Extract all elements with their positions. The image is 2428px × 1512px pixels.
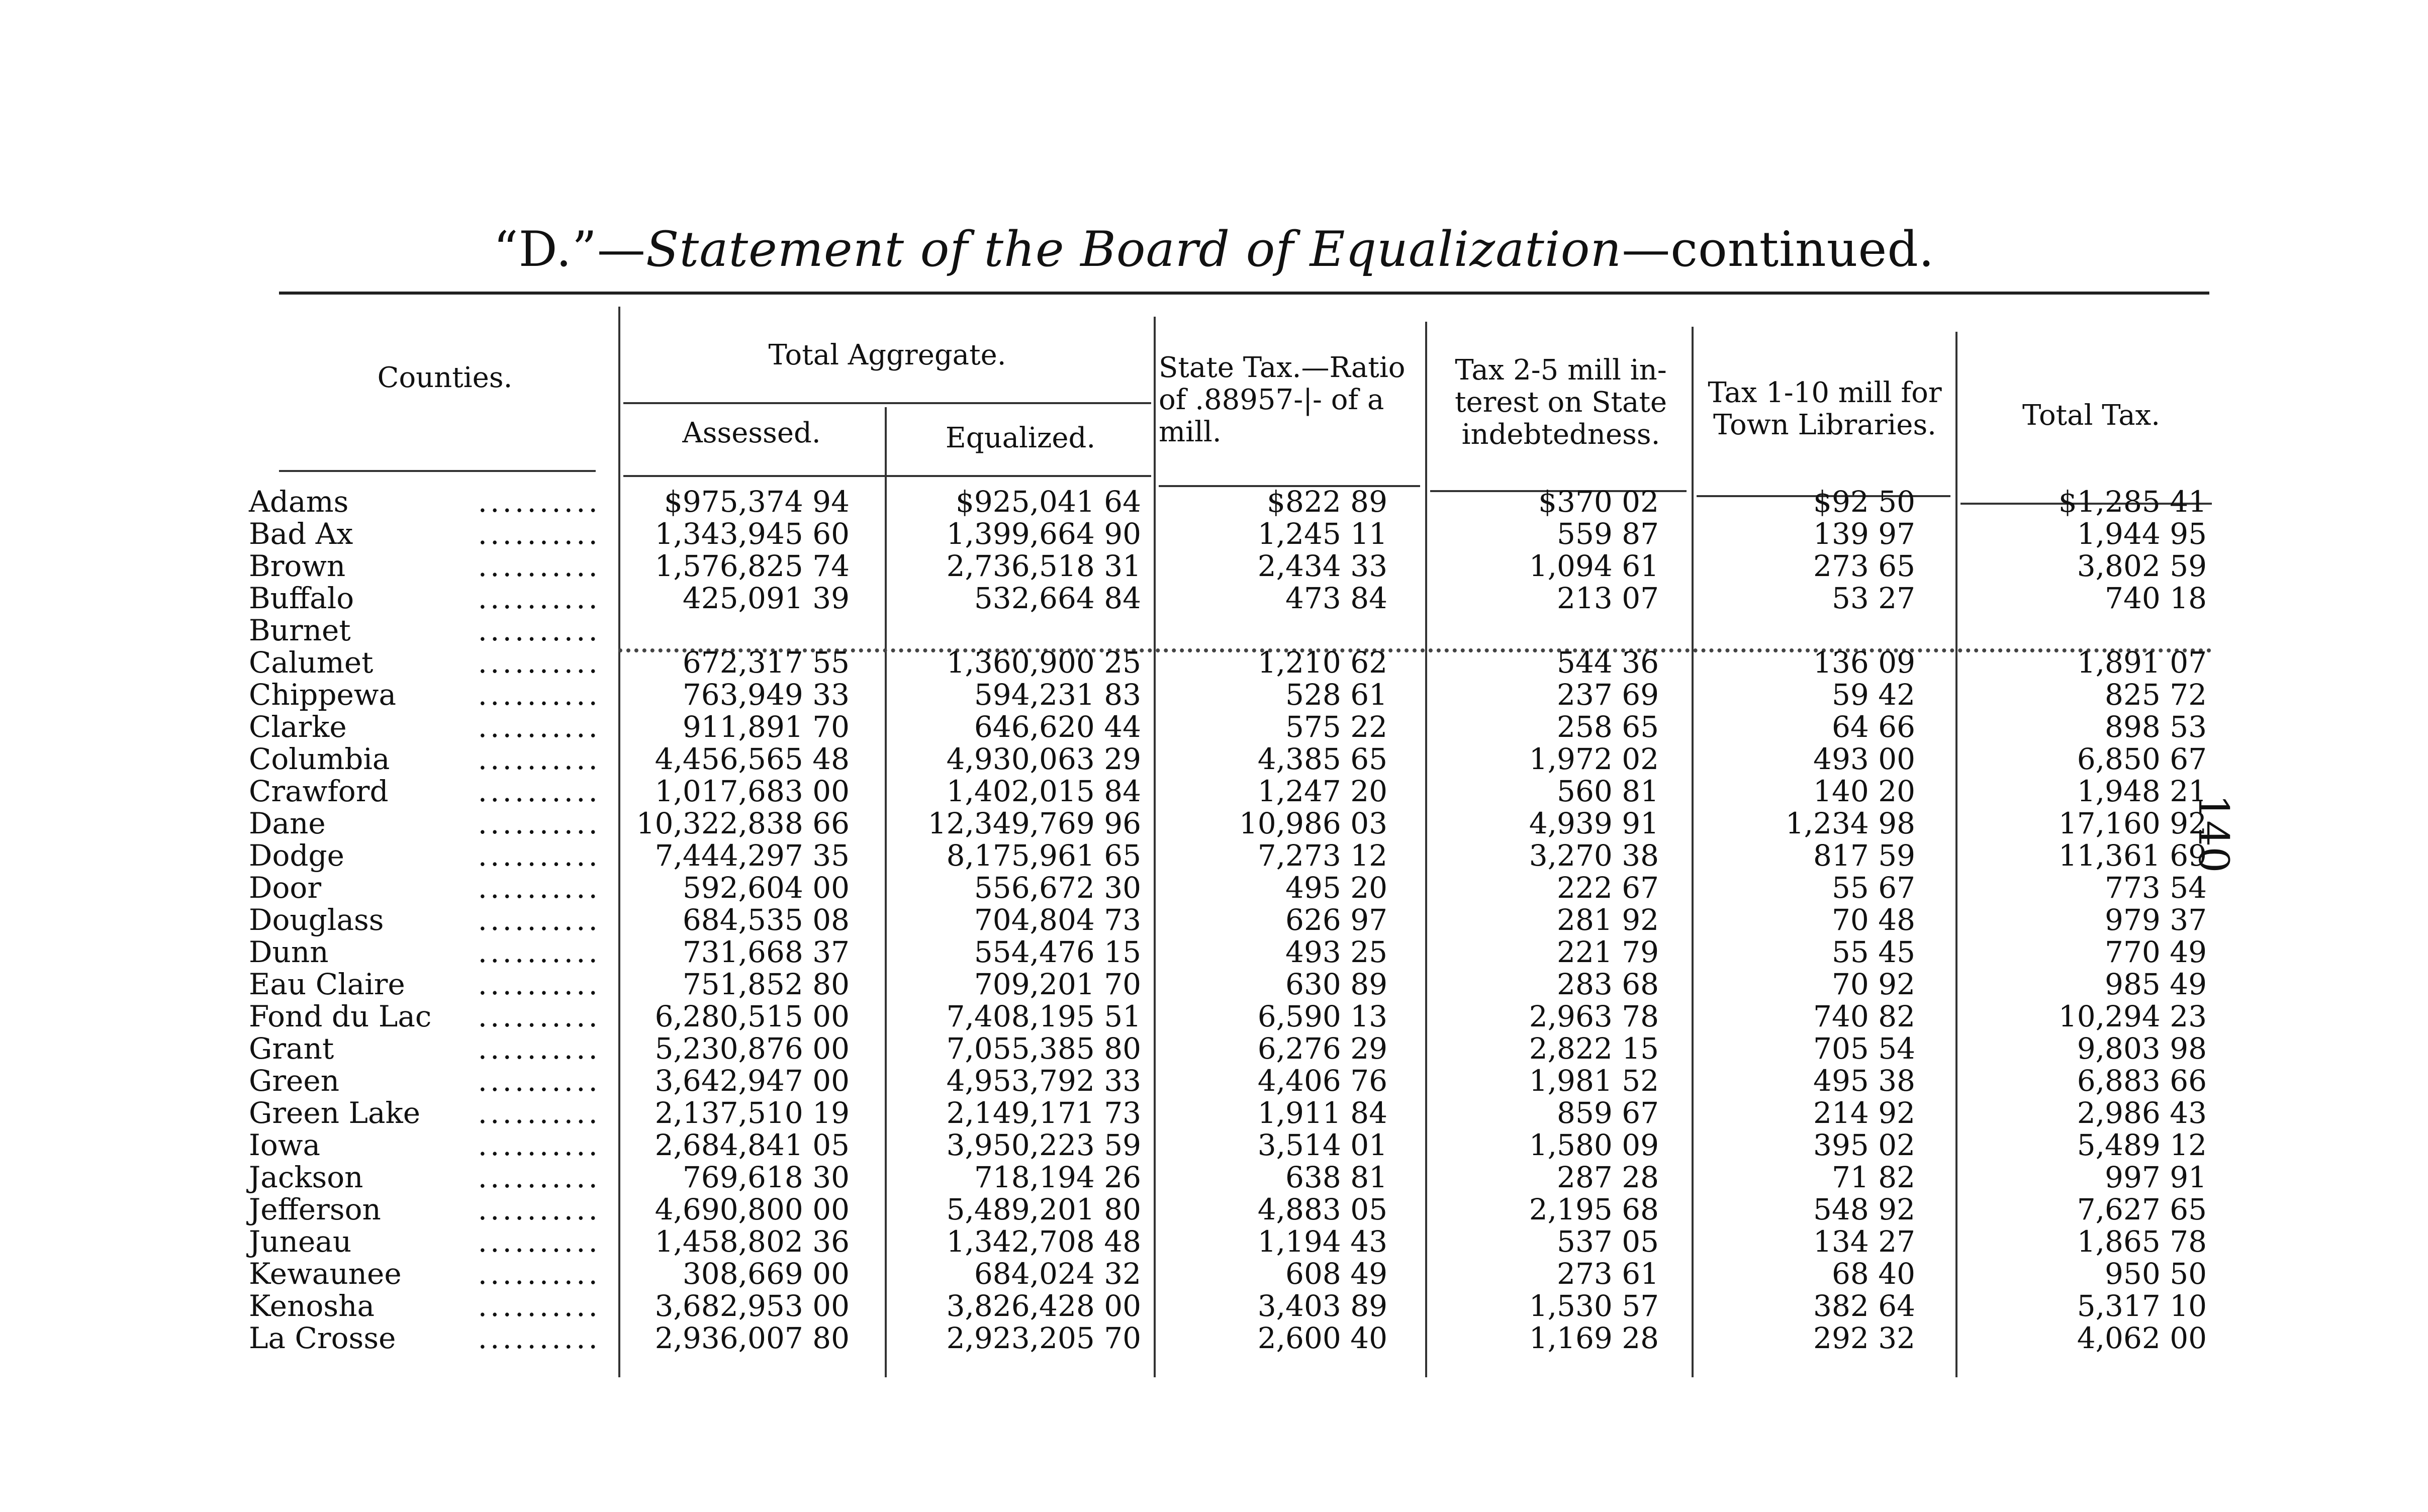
libraries-cell: 495 38 — [1813, 1064, 1915, 1098]
interest-cell: 1,169 28 — [1529, 1321, 1659, 1355]
interest-cell: 559 87 — [1557, 517, 1659, 551]
county-name: La Crosse — [249, 1321, 396, 1355]
header-total-tax: Total Tax. — [2022, 399, 2161, 432]
state-tax-cell: $822 89 — [1267, 485, 1387, 519]
table-row — [0, 839, 2428, 872]
header-state-tax-line: State Tax.—Ratio — [1159, 351, 1406, 384]
state-tax-cell: 608 49 — [1285, 1257, 1387, 1291]
page-number: 140 — [2189, 794, 2237, 873]
state-tax-cell: 7,273 12 — [1257, 838, 1387, 873]
state-tax-cell: 1,210 62 — [1257, 645, 1387, 680]
county-name: Green Lake — [249, 1096, 421, 1130]
equalized-cell: 709,201 70 — [974, 967, 1141, 1001]
header-libraries-line: Town Libraries. — [1713, 409, 1936, 441]
header-rule-aggregate-bottom — [623, 475, 1151, 477]
county-name: Juneau — [249, 1224, 352, 1259]
total-tax-cell: 9,803 98 — [2077, 1031, 2207, 1066]
leader-dots: .......... — [478, 806, 601, 840]
table-row — [0, 614, 2428, 647]
state-tax-cell: 6,590 13 — [1257, 999, 1387, 1033]
state-tax-cell: 4,883 05 — [1257, 1192, 1387, 1226]
libraries-cell: $92 50 — [1813, 485, 1915, 519]
interest-cell: 258 65 — [1557, 710, 1659, 744]
assessed-cell: 763,949 33 — [682, 678, 850, 712]
table-row — [0, 517, 2428, 550]
interest-cell: 4,939 91 — [1529, 806, 1659, 840]
equalized-cell: 2,149,171 73 — [946, 1096, 1141, 1130]
libraries-cell: 53 27 — [1831, 581, 1915, 615]
equalized-cell: 704,804 73 — [974, 903, 1141, 937]
header-assessed: Assessed. — [682, 417, 821, 449]
state-tax-cell: 1,247 20 — [1257, 774, 1387, 808]
equalized-cell: 594,231 83 — [974, 678, 1141, 712]
table-row — [0, 1289, 2428, 1322]
libraries-cell: 292 32 — [1813, 1321, 1915, 1355]
county-name: Calumet — [249, 645, 373, 680]
interest-cell: 2,195 68 — [1529, 1192, 1659, 1226]
leader-dots: .......... — [478, 1031, 601, 1066]
county-name: Clarke — [249, 710, 347, 744]
libraries-cell: 136 09 — [1813, 645, 1915, 680]
equalized-cell: 4,930,063 29 — [946, 742, 1141, 776]
leader-dots: .......... — [478, 838, 601, 873]
county-name: Bad Ax — [249, 517, 353, 551]
interest-cell: 287 28 — [1557, 1160, 1659, 1194]
assessed-cell: 672,317 55 — [682, 645, 850, 680]
title-prefix: “D.”— — [493, 221, 646, 277]
equalized-cell: 3,950,223 59 — [946, 1128, 1141, 1162]
leader-dots: .......... — [478, 1128, 601, 1162]
leader-dots: .......... — [478, 1224, 601, 1259]
interest-cell: 560 81 — [1557, 774, 1659, 808]
state-tax-cell: 6,276 29 — [1257, 1031, 1387, 1066]
county-name: Crawford — [249, 774, 389, 808]
interest-cell: 1,972 02 — [1529, 742, 1659, 776]
county-name: Douglass — [249, 903, 384, 937]
table-row — [0, 1161, 2428, 1194]
leader-dots: .......... — [478, 1321, 601, 1355]
interest-cell: 283 68 — [1557, 967, 1659, 1001]
county-name: Door — [249, 871, 322, 905]
total-tax-cell: 979 37 — [2105, 903, 2207, 937]
table-row — [0, 871, 2428, 904]
leader-dots: .......... — [478, 871, 601, 905]
equalized-cell: 3,826,428 00 — [946, 1289, 1141, 1323]
total-tax-cell: 985 49 — [2105, 967, 2207, 1001]
equalized-cell: 1,399,664 90 — [946, 517, 1141, 551]
equalized-cell: 532,664 84 — [974, 581, 1141, 615]
leader-dots: .......... — [478, 1160, 601, 1194]
state-tax-cell: 10,986 03 — [1239, 806, 1387, 840]
state-tax-cell: 495 20 — [1285, 871, 1387, 905]
county-name: Jackson — [249, 1160, 363, 1194]
equalized-cell: 1,342,708 48 — [946, 1224, 1141, 1259]
equalized-cell: $925,041 64 — [956, 485, 1141, 519]
assessed-cell: 1,458,802 36 — [655, 1224, 850, 1259]
equalized-cell: 5,489,201 80 — [946, 1192, 1141, 1226]
interest-cell: 859 67 — [1557, 1096, 1659, 1130]
assessed-cell: 684,535 08 — [682, 903, 850, 937]
total-tax-cell: 1,891 07 — [2077, 645, 2207, 680]
assessed-cell: 1,576,825 74 — [655, 549, 850, 583]
table-row — [0, 582, 2428, 615]
county-name: Brown — [249, 549, 346, 583]
header-interest-line: Tax 2-5 mill in- — [1455, 354, 1667, 387]
assessed-cell: 425,091 39 — [682, 581, 850, 615]
header-libraries — [1697, 377, 1953, 441]
leader-dots: .......... — [478, 710, 601, 744]
state-tax-cell: 3,403 89 — [1257, 1289, 1387, 1323]
header-equalized: Equalized. — [945, 422, 1096, 454]
county-name: Columbia — [249, 742, 390, 776]
interest-cell: 2,963 78 — [1529, 999, 1659, 1033]
county-name: Kenosha — [249, 1289, 375, 1323]
interest-cell: 237 69 — [1557, 678, 1659, 712]
table-row — [0, 1096, 2428, 1129]
table-row — [0, 807, 2428, 840]
libraries-cell: 705 54 — [1813, 1031, 1915, 1066]
equalized-cell: 684,024 32 — [974, 1257, 1141, 1291]
total-tax-cell: 898 53 — [2105, 710, 2207, 744]
libraries-cell: 273 65 — [1813, 549, 1915, 583]
interest-cell: 1,981 52 — [1529, 1064, 1659, 1098]
leader-dots: .......... — [478, 517, 601, 551]
leader-dots: .......... — [478, 774, 601, 808]
libraries-cell: 70 92 — [1831, 967, 1915, 1001]
state-tax-cell: 4,406 76 — [1257, 1064, 1387, 1098]
libraries-cell: 382 64 — [1813, 1289, 1915, 1323]
total-tax-cell: 825 72 — [2105, 678, 2207, 712]
header-rule-counties — [279, 470, 596, 472]
leader-dots: .......... — [478, 935, 601, 969]
leader-dots: .......... — [478, 1289, 601, 1323]
header-interest-line: indebtedness. — [1461, 418, 1660, 451]
equalized-cell: 1,402,015 84 — [946, 774, 1141, 808]
total-tax-cell: 7,627 65 — [2077, 1192, 2207, 1226]
assessed-cell: 2,137,510 19 — [655, 1096, 850, 1130]
leader-dots: .......... — [478, 485, 601, 519]
table-row — [0, 485, 2428, 518]
header-state-tax — [1159, 352, 1430, 448]
table-row — [0, 1032, 2428, 1065]
county-name: Chippewa — [249, 678, 397, 712]
state-tax-cell: 528 61 — [1285, 678, 1387, 712]
total-tax-cell: 10,294 23 — [2058, 999, 2207, 1033]
state-tax-cell: 638 81 — [1285, 1160, 1387, 1194]
header-interest-line: terest on State — [1454, 386, 1667, 419]
total-tax-cell: 1,865 78 — [2077, 1224, 2207, 1259]
equalized-cell: 2,923,205 70 — [946, 1321, 1141, 1355]
header-state-tax-line: mill. — [1159, 416, 1222, 448]
assessed-cell: 4,456,565 48 — [655, 742, 850, 776]
leader-dots: .......... — [478, 742, 601, 776]
leader-dots: .......... — [478, 967, 601, 1001]
county-name: Dunn — [249, 935, 329, 969]
interest-cell: 3,270 38 — [1529, 838, 1659, 873]
leader-dots: .......... — [478, 678, 601, 712]
libraries-cell: 134 27 — [1813, 1224, 1915, 1259]
page-title — [0, 221, 2428, 277]
table-row — [0, 1225, 2428, 1258]
table-row — [0, 775, 2428, 808]
county-name: Adams — [249, 485, 349, 519]
header-total-aggregate: Total Aggregate. — [768, 339, 1006, 371]
libraries-cell: 817 59 — [1813, 838, 1915, 873]
total-tax-cell: $1,285 41 — [2058, 485, 2207, 519]
county-name: Burnet — [249, 613, 351, 647]
assessed-cell: 2,684,841 05 — [655, 1128, 850, 1162]
total-tax-cell: 950 50 — [2105, 1257, 2207, 1291]
equalized-cell: 556,672 30 — [974, 871, 1141, 905]
interest-cell: 281 92 — [1557, 903, 1659, 937]
total-tax-cell: 2,986 43 — [2077, 1096, 2207, 1130]
interest-cell: 222 67 — [1557, 871, 1659, 905]
leader-dots: .......... — [478, 903, 601, 937]
state-tax-cell: 2,434 33 — [1257, 549, 1387, 583]
header-state-tax-line: of .88957-|- of a — [1159, 384, 1384, 416]
libraries-cell: 55 45 — [1831, 935, 1915, 969]
total-tax-cell: 1,948 21 — [2077, 774, 2207, 808]
libraries-cell: 139 97 — [1813, 517, 1915, 551]
libraries-cell: 395 02 — [1813, 1128, 1915, 1162]
interest-cell: 1,530 57 — [1529, 1289, 1659, 1323]
leader-dots: .......... — [478, 1064, 601, 1098]
interest-cell: 544 36 — [1557, 645, 1659, 680]
total-tax-cell: 11,361 69 — [2058, 838, 2207, 873]
assessed-cell: 1,343,945 60 — [655, 517, 850, 551]
assessed-cell: 308,669 00 — [682, 1257, 850, 1291]
equalized-cell: 4,953,792 33 — [946, 1064, 1141, 1098]
table-row — [0, 742, 2428, 776]
assessed-cell: 2,936,007 80 — [655, 1321, 850, 1355]
assessed-cell: 5,230,876 00 — [655, 1031, 850, 1066]
equalized-cell: 2,736,518 31 — [946, 549, 1141, 583]
assessed-cell: 592,604 00 — [682, 871, 850, 905]
table-row — [0, 1064, 2428, 1097]
table-row — [0, 1000, 2428, 1033]
assessed-cell: 731,668 37 — [682, 935, 850, 969]
total-tax-cell: 3,802 59 — [2077, 549, 2207, 583]
table-row — [0, 710, 2428, 743]
header-counties: Counties. — [377, 361, 513, 394]
leader-dots: .......... — [478, 645, 601, 680]
state-tax-cell: 2,600 40 — [1257, 1321, 1387, 1355]
table-row — [0, 903, 2428, 936]
county-name: Grant — [249, 1031, 334, 1066]
total-tax-cell: 4,062 00 — [2077, 1321, 2207, 1355]
assessed-cell: 6,280,515 00 — [655, 999, 850, 1033]
assessed-cell: 3,682,953 00 — [655, 1289, 850, 1323]
table-row — [0, 1193, 2428, 1226]
county-name: Buffalo — [249, 581, 354, 615]
libraries-cell: 70 48 — [1831, 903, 1915, 937]
table-row — [0, 1257, 2428, 1290]
libraries-cell: 140 20 — [1813, 774, 1915, 808]
equalized-cell: 7,055,385 80 — [946, 1031, 1141, 1066]
libraries-cell: 493 00 — [1813, 742, 1915, 776]
libraries-cell: 548 92 — [1813, 1192, 1915, 1226]
state-tax-cell: 493 25 — [1285, 935, 1387, 969]
state-tax-cell: 4,385 65 — [1257, 742, 1387, 776]
leader-dots: .......... — [478, 581, 601, 615]
interest-cell: 273 61 — [1557, 1257, 1659, 1291]
equalized-cell: 1,360,900 25 — [946, 645, 1141, 680]
table-row — [0, 968, 2428, 1001]
leader-dots: .......... — [478, 549, 601, 583]
total-tax-cell: 770 49 — [2105, 935, 2207, 969]
assessed-cell: 10,322,838 66 — [636, 806, 850, 840]
total-tax-cell: 6,850 67 — [2077, 742, 2207, 776]
assessed-cell: 911,891 70 — [682, 710, 850, 744]
interest-cell: 1,580 09 — [1529, 1128, 1659, 1162]
assessed-cell: 3,642,947 00 — [655, 1064, 850, 1098]
equalized-cell: 7,408,195 51 — [946, 999, 1141, 1033]
state-tax-cell: 473 84 — [1285, 581, 1387, 615]
leader-dots: .......... — [478, 999, 601, 1033]
state-tax-cell: 1,911 84 — [1257, 1096, 1387, 1130]
table-row — [0, 646, 2428, 679]
table-row — [0, 1128, 2428, 1162]
county-name: Iowa — [249, 1128, 321, 1162]
libraries-cell: 71 82 — [1831, 1160, 1915, 1194]
assessed-cell: 7,444,297 35 — [655, 838, 850, 873]
county-name: Dodge — [249, 838, 345, 873]
title-suffix: —continued. — [1622, 221, 1935, 277]
total-tax-cell: 1,944 95 — [2077, 517, 2207, 551]
state-tax-cell: 3,514 01 — [1257, 1128, 1387, 1162]
leader-dots: .......... — [478, 1257, 601, 1291]
total-tax-cell: 5,489 12 — [2077, 1128, 2207, 1162]
title-italic: Statement of the Board of Equalization — [645, 221, 1622, 277]
county-name: Fond du Lac — [249, 999, 432, 1033]
total-tax-cell: 6,883 66 — [2077, 1064, 2207, 1098]
leader-dots: .......... — [478, 1192, 601, 1226]
libraries-cell: 59 42 — [1831, 678, 1915, 712]
leader-dots: .......... — [478, 1096, 601, 1130]
total-tax-cell: 773 54 — [2105, 871, 2207, 905]
leader-dots: .......... — [478, 613, 601, 647]
interest-cell: 2,822 15 — [1529, 1031, 1659, 1066]
header-interest — [1430, 354, 1692, 451]
equalized-cell: 8,175,961 65 — [946, 838, 1141, 873]
equalized-cell: 554,476 15 — [974, 935, 1141, 969]
table-row — [0, 1321, 2428, 1355]
state-tax-cell: 575 22 — [1285, 710, 1387, 744]
county-name: Jefferson — [249, 1192, 381, 1226]
interest-cell: $370 02 — [1538, 485, 1659, 519]
libraries-cell: 740 82 — [1813, 999, 1915, 1033]
equalized-cell: 718,194 26 — [974, 1160, 1141, 1194]
interest-cell: 221 79 — [1557, 935, 1659, 969]
assessed-cell: 4,690,800 00 — [655, 1192, 850, 1226]
libraries-cell: 1,234 98 — [1785, 806, 1915, 840]
interest-cell: 537 05 — [1557, 1224, 1659, 1259]
table-row — [0, 549, 2428, 583]
total-tax-cell: 740 18 — [2105, 581, 2207, 615]
total-tax-cell: 17,160 92 — [2058, 806, 2207, 840]
header-libraries-line: Tax 1-10 mill for — [1708, 376, 1942, 409]
equalized-cell: 12,349,769 96 — [927, 806, 1141, 840]
interest-cell: 1,094 61 — [1529, 549, 1659, 583]
interest-cell: 213 07 — [1557, 581, 1659, 615]
total-tax-cell: 5,317 10 — [2077, 1289, 2207, 1323]
state-tax-cell: 630 89 — [1285, 967, 1387, 1001]
assessed-cell: 751,852 80 — [682, 967, 850, 1001]
assessed-cell: $975,374 94 — [664, 485, 850, 519]
county-name: Eau Claire — [249, 967, 405, 1001]
county-name: Green — [249, 1064, 340, 1098]
assessed-cell: 769,618 30 — [682, 1160, 850, 1194]
table-row — [0, 678, 2428, 711]
libraries-cell: 55 67 — [1831, 871, 1915, 905]
table-row — [0, 935, 2428, 969]
assessed-cell: 1,017,683 00 — [655, 774, 850, 808]
equalized-cell: 646,620 44 — [974, 710, 1141, 744]
libraries-cell: 64 66 — [1831, 710, 1915, 744]
total-tax-cell: 997 91 — [2105, 1160, 2207, 1194]
state-tax-cell: 1,245 11 — [1257, 517, 1387, 551]
state-tax-cell: 1,194 43 — [1257, 1224, 1387, 1259]
libraries-cell: 214 92 — [1813, 1096, 1915, 1130]
header-rule-aggregate — [623, 402, 1151, 404]
county-name: Kewaunee — [249, 1257, 402, 1291]
state-tax-cell: 626 97 — [1285, 903, 1387, 937]
libraries-cell: 68 40 — [1831, 1257, 1915, 1291]
top-rule — [279, 292, 2209, 295]
county-name: Dane — [249, 806, 326, 840]
